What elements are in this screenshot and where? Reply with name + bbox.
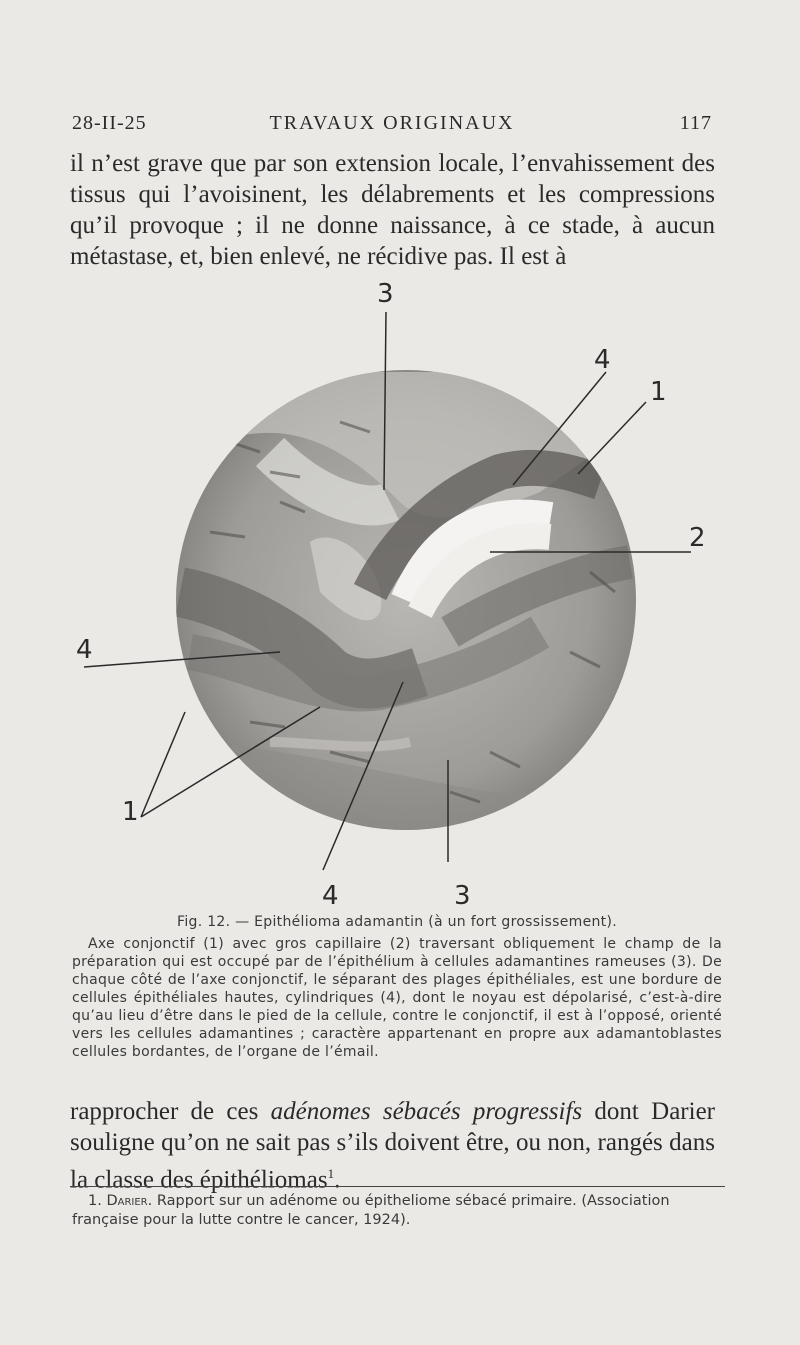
bottom-text-italic: adénomes sébacés progressifs: [270, 1098, 583, 1125]
bottom-paragraph: [70, 1096, 715, 1195]
figure-caption: [72, 913, 722, 1061]
label-left-1: 1: [122, 797, 139, 827]
page-number: 117: [679, 112, 712, 134]
label-bottom-3: 3: [454, 881, 471, 911]
bottom-paragraph-text: [70, 1096, 715, 1195]
caption-title: Fig. 12. — Epithélioma adamantin (à un fort grossissement).: [176, 914, 617, 930]
label-right-2: 2: [689, 523, 706, 553]
label-bottom-4: 4: [322, 881, 339, 911]
caption-description: Axe conjonctif (1) avec gros capillaire (2) traversant obliquement le champ de la préparation qui est occupé par de l’épithélium à cellules adamantines rameuses (3). De chaque côté de l’axe conjonctif, le séparant des plages épithéliales, est une bordure de cellules épithéliales hautes, cylindriques (4), dont le noyau est dépolarisé, c’est-à-dire qu’au lieu d’être dans le pied de la cellule, contre le conjonctif, il est à l’opposé, orienté vers les cellules adamantines ; caractère appartenant en propre aux adamantoblastes cellules bordantes, de l’organe de l’émail.: [72, 936, 722, 1060]
header-title: TRAVAUX ORIGINAUX: [269, 112, 515, 134]
header-date: 28-II-25: [72, 112, 147, 134]
running-header: [72, 112, 712, 142]
footnote-rule: [70, 1186, 725, 1187]
label-top-1: 1: [650, 377, 667, 407]
micrograph-disc: [170, 370, 636, 872]
footnote-text: [72, 1192, 722, 1230]
label-top-4: 4: [594, 345, 611, 375]
micrograph-figure: [70, 272, 750, 912]
footnote-body: . Rapport sur un adénome ou épitheliome sébacé primaire. (Association française pour la lutte contre le cancer, 1924).: [72, 1193, 670, 1228]
footnote: [72, 1192, 722, 1230]
micrograph-svg: [70, 272, 750, 912]
footnote-number: 1.: [88, 1193, 102, 1209]
bottom-text-part2: dont Darier souligne qu’on ne sait pas s’ils doivent être, ou non, rangés dans la classe des épithéliomas: [70, 1098, 715, 1194]
bottom-text-part3: .: [334, 1166, 341, 1194]
label-top-3: 3: [377, 279, 394, 309]
footnote-author: Darier: [106, 1193, 148, 1209]
bottom-text-part1: rapprocher de ces: [70, 1098, 271, 1125]
top-paragraph-text: il n’est grave que par son extension locale, l’envahissement des tissus qui l’avoisinent, les délabrements et les compressions qu’il provoque ; il ne donne naissance, à ce stade, à aucun métastase, et, bien enlevé, ne récidive pas. Il est à: [70, 150, 715, 270]
top-paragraph: [70, 148, 715, 272]
label-left-4: 4: [76, 635, 93, 665]
footnote-ref: 1: [327, 1166, 335, 1181]
